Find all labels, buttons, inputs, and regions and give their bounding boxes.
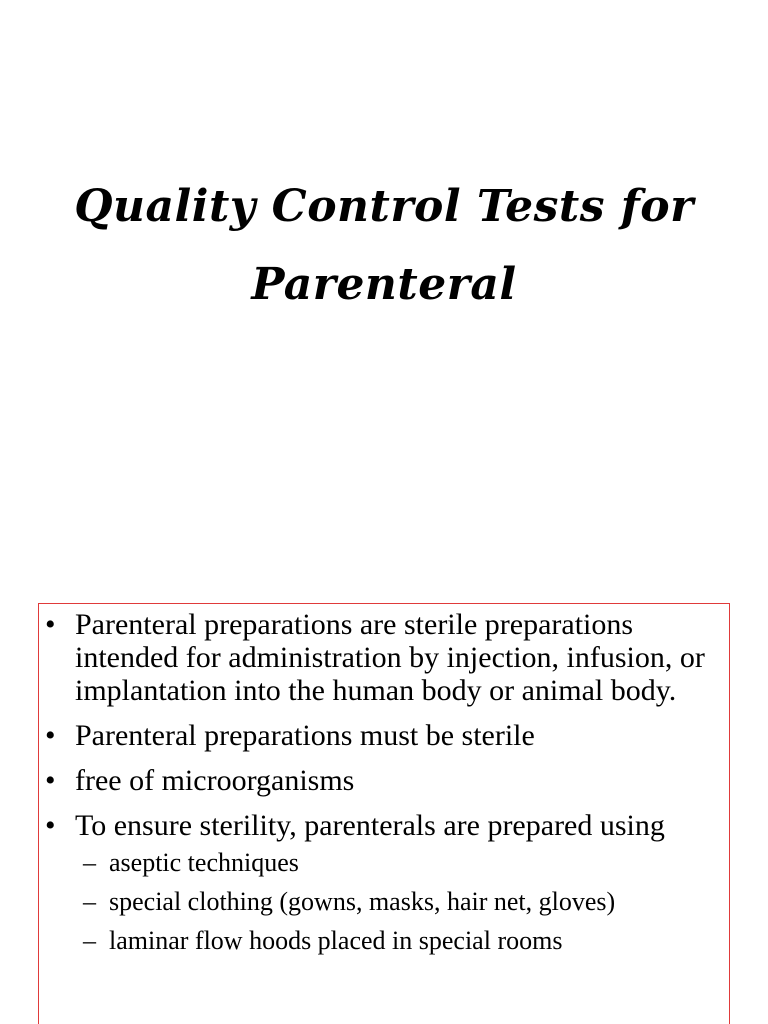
sub-bullet-text: aseptic techniques <box>109 848 299 877</box>
bullet-item <box>39 719 729 752</box>
bullet-text: Parenteral preparations are sterile preparations intended for administration by injection, infusion, or implantation into the human body or animal body. <box>75 608 705 707</box>
sub-bullet-item <box>75 887 721 917</box>
slide-title <box>40 168 728 324</box>
bullet-text: To ensure sterility, parenterals are prepared using <box>75 809 665 842</box>
dash-marker: – <box>83 926 96 955</box>
bullet-text: Parenteral preparations must be sterile <box>75 719 535 752</box>
content-slide <box>38 603 730 1024</box>
dash-marker: – <box>83 848 96 877</box>
bullet-marker: • <box>45 719 56 752</box>
sub-bullet-text: special clothing (gowns, masks, hair net, gloves) <box>109 887 616 916</box>
slide-title-line-2: Parenteral <box>251 259 517 310</box>
bullet-text: free of microorganisms <box>75 764 355 797</box>
bullet-marker: • <box>45 764 56 797</box>
dash-marker: – <box>83 887 96 916</box>
slide-title-line-1: Quality Control Tests for <box>74 181 694 232</box>
sub-bullet-list <box>75 848 721 956</box>
bullet-item <box>39 809 729 956</box>
bullet-marker: • <box>45 809 56 842</box>
sub-bullet-text: laminar flow hoods placed in special rooms <box>109 926 563 955</box>
bullet-list <box>39 604 729 956</box>
bullet-marker: • <box>45 608 56 641</box>
sub-bullet-item <box>75 926 721 956</box>
bullet-item <box>39 764 729 797</box>
sub-bullet-item <box>75 848 721 878</box>
bullet-item <box>39 608 729 707</box>
